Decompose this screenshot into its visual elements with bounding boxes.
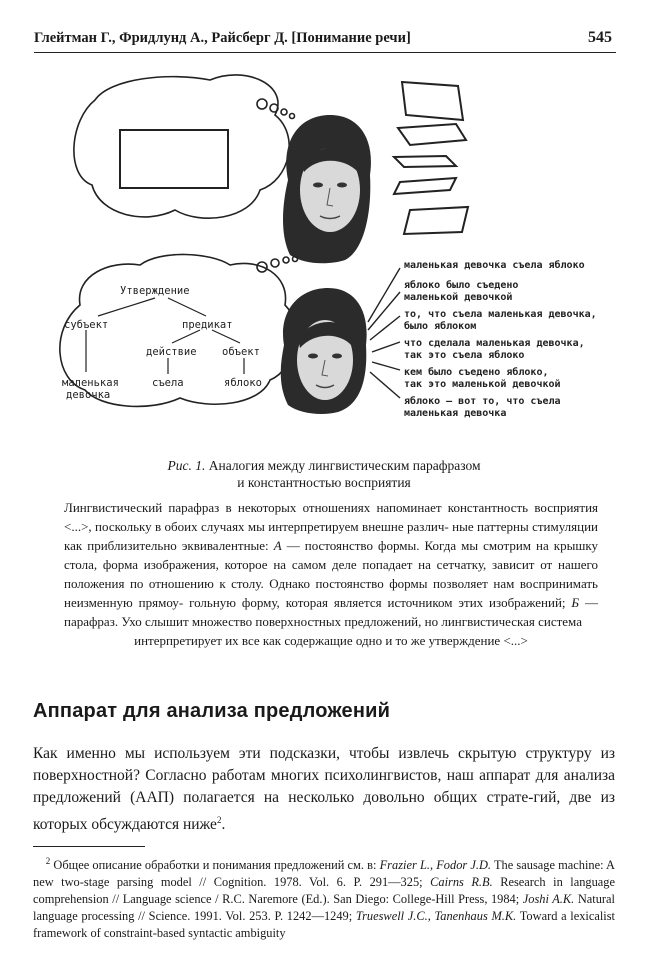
running-title: Глейтман Г., Фридлунд А., Райсберг Д. [Понимание речи] [34, 30, 411, 46]
note-line: формы. Когда мы смотрим на крышку стола, форма изображения, которое на самом [64, 538, 599, 572]
tree-leaf-action: съела [152, 377, 184, 389]
caption-label: Рис. 1. [167, 458, 206, 473]
paraphrase-5a: кем было съедено яблоко, [404, 367, 549, 378]
page-number: 545 [588, 29, 612, 46]
figure-note [64, 498, 598, 650]
paraphrase-4b: так это съела яблоко [404, 350, 525, 361]
figure-illustration [0, 60, 648, 430]
note-line: Лингвистический парафраз в некоторых отношениях напоминает константность [64, 500, 529, 515]
tree-action: действие [146, 346, 197, 358]
tree-object: объект [222, 346, 260, 358]
footnote-text: Research in language comprehension // Language science / R.C. Naremore (Ed.). San Diego: College-Hill Press, 1984; [33, 875, 616, 907]
note-line: деле попадает на сетчатку, зависит от нашего положения по отношению к столу. [64, 557, 598, 591]
paraphrase-list [404, 259, 597, 419]
footnote-text: Общее описание обработки и понимания предложений см. в: [50, 858, 380, 873]
header-rule [34, 52, 616, 53]
paraphrase-5b: так это маленькой девочкой [404, 379, 561, 390]
section-paragraph [33, 743, 615, 836]
woman-face-bottom [281, 288, 367, 414]
note-line: Ухо слышит множество поверхностных предложений, но лингвистическая система [121, 614, 582, 629]
tree-leaf-object: яблоко [224, 377, 262, 389]
woman-face-top [283, 115, 371, 263]
caption-text: Аналогия между лингвистическим парафразом [205, 458, 481, 473]
note-line: Однако постоянство формы позволяет нам воспринимать неизменную прямоу- [64, 576, 598, 610]
note-label-a: А [273, 538, 282, 553]
paraphrase-2a: яблоко было съедено [404, 280, 519, 291]
note-line: — парафраз. [64, 595, 598, 629]
paraphrase-4a: что сделала маленькая девочка, [404, 338, 585, 349]
section-heading: Аппарат для анализа предложений [33, 700, 391, 722]
note-line: — постоянство [281, 538, 373, 553]
tree-leaf-subject-1: маленькая [62, 377, 119, 389]
footnote-author: Joshi A.K. [522, 892, 575, 907]
footnote-text: Natural language processing // Science. 1991. Vol. 253. P. 1242—1249; [33, 892, 615, 924]
tree-predicate: предикат [182, 319, 233, 331]
footnote-rule [33, 846, 145, 847]
paraphrase-3b: было яблоком [404, 321, 477, 332]
footnote-author: Trueswell J.C., Tanenhaus M.K. [355, 909, 517, 924]
paraphrase-3a: то, что съела маленькая девочка, [404, 309, 597, 320]
paraphrase-6b: маленькая девочка [404, 408, 507, 419]
syntax-tree [62, 285, 262, 401]
note-line-last: интерпретирует их все как содержащие одно и то же утверждение <...> [134, 633, 528, 648]
tree-root: Утверждение [120, 285, 190, 297]
footnote-text: The sausage machine: A new two-stage parsing model // Cognition. 1978. Vol. 6. P. 291—325; [33, 858, 616, 890]
top-thought-cloud [74, 75, 295, 218]
paragraph-end: . [221, 816, 226, 834]
paragraph-text: Как именно мы используем эти подсказки, чтобы извлечь скрытую структуру из поверхностной? Согласно работам многих психолингвистов, наш аппарат для анализа предложений (ААП) полагается на несколько довольно общих страте-гий, две из которых обсуждаются ниже [33, 745, 615, 834]
footnote-author: Frazier L., Fodor J.D. [379, 858, 492, 873]
paraphrase-1: маленькая девочка съела яблоко [404, 260, 585, 271]
footnote [33, 853, 615, 942]
note-line: гольную форму, которая является источником этих изображений; [189, 595, 572, 610]
tree-subject: субъект [64, 319, 109, 331]
footnote-mark: 2 [45, 856, 51, 866]
caption-line-2: и константностью восприятия [237, 475, 411, 490]
shape-views [394, 82, 468, 234]
figure-caption [60, 457, 588, 491]
tree-leaf-subject-2: девочка [66, 389, 111, 401]
paraphrase-2b: маленькой девочкой [404, 292, 513, 303]
footnote-author: Cairns R.B. [430, 875, 493, 890]
footnote-text: Toward a lexicalist framework of constraint-based syntactic ambiguity [33, 909, 615, 941]
note-label-b: Б [571, 595, 580, 610]
note-line: ные паттерны стимуляции как приблизительно эквивалентные: [64, 519, 599, 553]
footnote-reference[interactable]: 2 [216, 815, 222, 825]
paraphrase-arrows [368, 268, 400, 398]
note-line: восприятия <...>, поскольку в обоих случаях мы интерпретируем внешне различ- [64, 500, 599, 534]
paraphrase-6a: яблоко — вот то, что съела [404, 396, 561, 407]
